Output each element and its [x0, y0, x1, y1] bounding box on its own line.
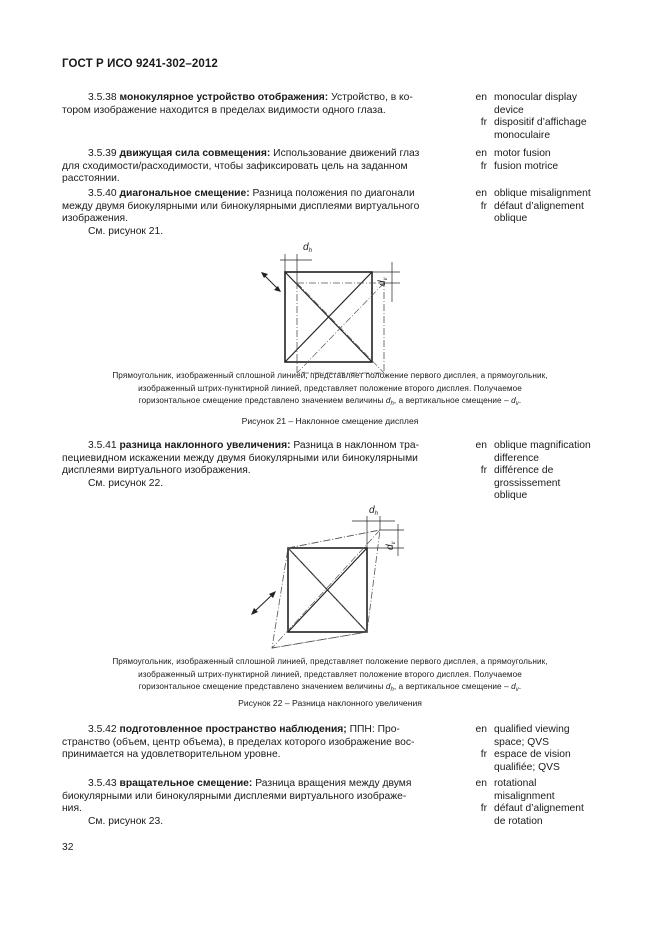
section-number: 3.5.40 [88, 188, 117, 199]
definition-line: биокулярными или бинокулярными дисплеями виртуального изображе- [62, 790, 407, 802]
lang-en: en [475, 188, 487, 199]
lang-en: en [475, 778, 487, 789]
definition-line: изображения. [62, 213, 128, 225]
caption-line: горизонтальное смещение представлено значением величины $d_h$, а вертикальное смещение – $d_v$. [138, 682, 522, 694]
lang-fr: fr [480, 160, 487, 172]
term-fr: monoculaire [494, 129, 551, 141]
definition-line: Разница в наклонном тра- [293, 440, 420, 451]
dv-label: $d_v$ [385, 541, 397, 550]
document-header: ГОСТ Р ИСО 9241-302–2012 [62, 58, 218, 70]
term-fr: défaut d’alignement [494, 200, 584, 212]
page-number: 32 [62, 842, 74, 853]
term-ru: разница наклонного увеличения: [119, 440, 291, 451]
dv-label: $d_v$ [377, 277, 389, 286]
term-fr: fusion motrice [494, 160, 559, 172]
definition-line: Разница вращения между двумя [255, 778, 412, 789]
dh-label: $d_h$ [303, 242, 312, 254]
section-number: 3.5.41 [88, 440, 117, 451]
definition-line: ППН: Про- [349, 724, 400, 735]
caption-line: Прямоугольник, изображенный сплошной линией, представляет положение первого дисплея, а прямоугольник, [112, 657, 548, 666]
definition-line: Использование движений глаз [273, 148, 420, 159]
caption-line: горизонтальное смещение представлено значением величины $d_h$, а вертикальное смещение – $d_v$. [138, 396, 522, 408]
definition-line: дисплеями виртуального изображения. [62, 465, 251, 477]
definition-line: между двумя биокулярными или бинокулярными дисплеями виртуального [62, 200, 420, 212]
lang-fr: fr [480, 200, 487, 212]
caption-line: изображенный штрих-пунктирной линией, представляет положение второго дисплея. Получаемое [138, 669, 522, 679]
term-en: difference [494, 452, 540, 464]
lang-en: en [475, 724, 487, 735]
definition-line: странство (объем, центр объема), в пределах которого изображение вос- [62, 736, 415, 748]
term-fr: qualifiée; QVS [494, 761, 560, 773]
term-fr: espace de vision [494, 749, 571, 761]
figure-reference: См. рисунок 21. [88, 225, 164, 237]
term-fr: grossissement [494, 477, 561, 489]
lang-en: en [475, 92, 487, 103]
dh-label: $d_h$ [369, 505, 378, 517]
section-number: 3.5.42 [88, 724, 117, 735]
figure-21-title: Рисунок 21 – Наклонное смещение дисплея [241, 416, 419, 426]
term-en: oblique magnification [494, 440, 591, 451]
section-3-5-42 [62, 724, 452, 762]
term-fr: défaut d’alignement [494, 803, 584, 815]
term-en: space; QVS [494, 736, 549, 748]
term-ru: диагональное смещение: [119, 188, 250, 199]
lang-en: en [475, 440, 487, 451]
section-3-5-43 [62, 778, 452, 828]
double-arrow-icon [254, 594, 273, 612]
figure-reference: См. рисунок 23. [88, 815, 164, 827]
lang-fr: fr [480, 117, 487, 129]
term-en: qualified viewing [494, 724, 570, 735]
term-en: monocular display [494, 92, 577, 103]
term-fr: oblique [494, 213, 528, 225]
figure-22-title: Рисунок 22 – Разница наклонного увеличения [238, 698, 422, 708]
definition-line: пециевидном искажении между двумя биокулярными или бинокулярными [62, 452, 418, 464]
lang-fr: fr [480, 465, 487, 477]
term-ru: подготовленное пространство наблюдения; [119, 724, 347, 735]
terms-3-5-43 [467, 778, 617, 828]
section-number: 3.5.38 [88, 92, 117, 103]
term-en: misalignment [494, 790, 555, 802]
definition-line: ния. [62, 803, 82, 815]
definition-line: Устройство, в ко- [331, 92, 413, 103]
term-en: rotational [494, 778, 537, 789]
lang-fr: fr [480, 749, 487, 761]
lang-fr: fr [480, 803, 487, 815]
term-ru: монокулярное устройство отображения: [119, 92, 329, 103]
term-ru: вращательное смещение: [119, 778, 253, 789]
term-fr: différence de [494, 465, 554, 477]
caption-line: Прямоугольник, изображенный сплошной линией, представляет положение первого дисплея, а прямоугольник, [112, 371, 548, 380]
definition-line: тором изображение находится в пределах видимости одного глаза. [62, 104, 386, 116]
figure-reference: См. рисунок 22. [88, 477, 164, 489]
terms-3-5-42 [467, 724, 617, 774]
term-en: oblique misalignment [494, 188, 591, 199]
term-en: motor fusion [494, 148, 551, 159]
caption-line: изображенный штрих-пунктирной линией, представляет положение второго дисплея. Получаемое [138, 383, 522, 393]
section-number: 3.5.43 [88, 778, 117, 789]
term-en: device [494, 104, 524, 116]
term-fr: dispositif d’affichage [494, 117, 587, 129]
term-ru: движущая сила совмещения: [119, 148, 271, 159]
definition-line: расстоянии. [62, 173, 120, 185]
definition-line: принимается на удовлетворительном уровне. [62, 749, 281, 761]
definition-line: для сходимости/расходимости, чтобы зафиксировать цель на заданном [62, 160, 408, 172]
figure-22-caption [60, 656, 600, 697]
section-number: 3.5.39 [88, 148, 117, 159]
definition-line: Разница положения по диагонали [252, 188, 415, 199]
term-fr: oblique [494, 490, 528, 502]
lang-en: en [475, 148, 487, 159]
term-fr: de rotation [494, 815, 543, 827]
